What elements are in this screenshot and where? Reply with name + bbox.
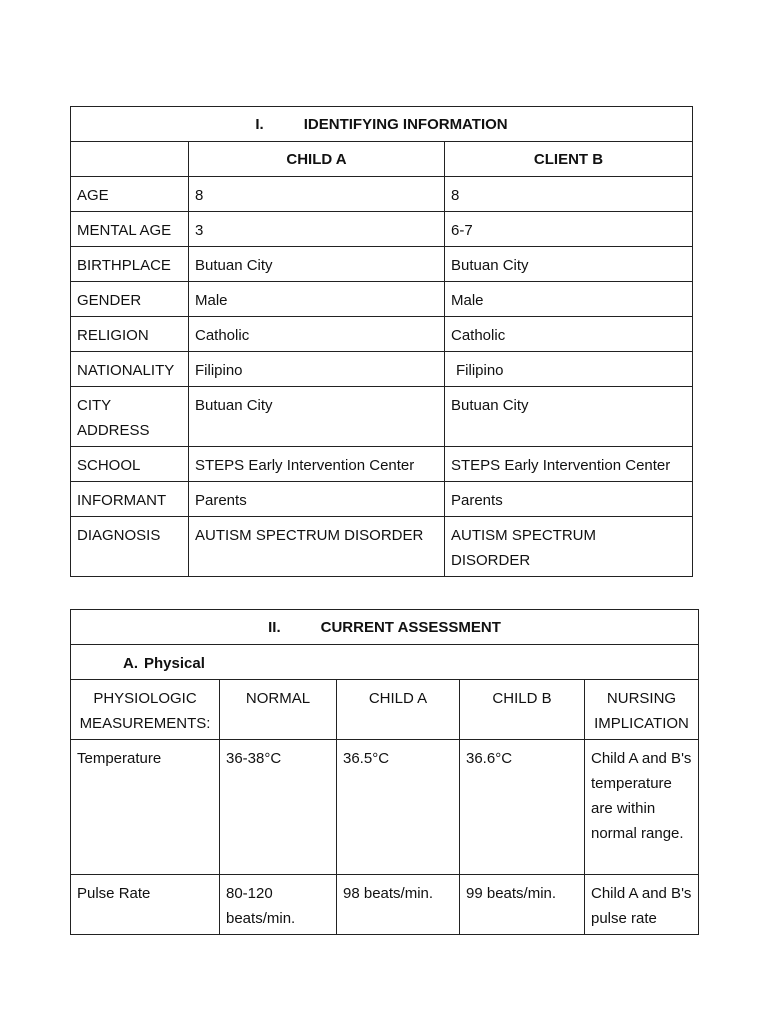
client-b-value: AUTISM SPECTRUM DISORDER bbox=[445, 517, 693, 577]
normal-value: 36-38°C bbox=[220, 740, 337, 875]
section-2-number: II. bbox=[268, 619, 281, 636]
nursing-implication: Child A and B's temperature are within normal range. bbox=[585, 740, 699, 875]
client-b-value: Male bbox=[445, 282, 693, 317]
row-label: AGE bbox=[71, 177, 189, 212]
subsection-letter: A. bbox=[123, 655, 138, 672]
child-b-value: 36.6°C bbox=[460, 740, 585, 875]
section-1-title: IDENTIFYING INFORMATION bbox=[303, 116, 508, 133]
current-assessment-table bbox=[70, 609, 699, 935]
table-row bbox=[71, 875, 699, 935]
child-a-value: Catholic bbox=[189, 317, 445, 352]
child-a-value: STEPS Early Intervention Center bbox=[189, 447, 445, 482]
row-label: CITY ADDRESS bbox=[71, 387, 189, 447]
subsection-title: Physical bbox=[144, 655, 205, 672]
child-a-value: Parents bbox=[189, 482, 445, 517]
table-row bbox=[71, 282, 693, 317]
col-header-normal: NORMAL bbox=[220, 680, 337, 740]
col-header-nursing-implication: NURSING IMPLICATION bbox=[585, 680, 699, 740]
col-header-physiologic-measurements: PHYSIOLOGIC MEASUREMENTS: bbox=[71, 680, 220, 740]
table-row bbox=[71, 740, 699, 875]
section-1-heading bbox=[71, 107, 693, 142]
client-b-value: 6-7 bbox=[445, 212, 693, 247]
section-2-heading bbox=[71, 610, 699, 645]
client-b-value: Butuan City bbox=[445, 387, 693, 447]
child-a-value: 8 bbox=[189, 177, 445, 212]
table-row bbox=[71, 352, 693, 387]
table-row bbox=[71, 177, 693, 212]
client-b-value: Parents bbox=[445, 482, 693, 517]
table-row bbox=[71, 317, 693, 352]
measure-label: Pulse Rate bbox=[71, 875, 220, 935]
section-1-number: I. bbox=[255, 116, 264, 133]
col-header-client-b: CLIENT B bbox=[445, 142, 693, 177]
child-a-value: 36.5°C bbox=[337, 740, 460, 875]
subsection-heading bbox=[71, 645, 699, 680]
identifying-information-table bbox=[70, 106, 693, 577]
table-row bbox=[71, 517, 693, 577]
child-a-value: Butuan City bbox=[189, 247, 445, 282]
child-a-value: 98 beats/min. bbox=[337, 875, 460, 935]
header-row bbox=[71, 680, 699, 740]
normal-value: 80-120 beats/min. bbox=[220, 875, 337, 935]
child-a-value: AUTISM SPECTRUM DISORDER bbox=[189, 517, 445, 577]
table-row bbox=[71, 212, 693, 247]
col-header-child-a: CHILD A bbox=[337, 680, 460, 740]
empty-header-cell bbox=[71, 142, 189, 177]
row-label: DIAGNOSIS bbox=[71, 517, 189, 577]
client-b-value: Butuan City bbox=[445, 247, 693, 282]
section-2-title: CURRENT ASSESSMENT bbox=[320, 619, 501, 636]
col-header-child-a: CHILD A bbox=[189, 142, 445, 177]
child-b-value: 99 beats/min. bbox=[460, 875, 585, 935]
child-a-value: Male bbox=[189, 282, 445, 317]
measure-label: Temperature bbox=[71, 740, 220, 875]
row-label: NATIONALITY bbox=[71, 352, 189, 387]
row-label: SCHOOL bbox=[71, 447, 189, 482]
client-b-value: Filipino bbox=[445, 352, 693, 387]
child-a-value: Filipino bbox=[189, 352, 445, 387]
table-row bbox=[71, 482, 693, 517]
row-label: MENTAL AGE bbox=[71, 212, 189, 247]
row-label: INFORMANT bbox=[71, 482, 189, 517]
child-a-value: 3 bbox=[189, 212, 445, 247]
nursing-implication: Child A and B's pulse rate bbox=[585, 875, 699, 935]
row-label: GENDER bbox=[71, 282, 189, 317]
table-row bbox=[71, 387, 693, 447]
client-b-value: 8 bbox=[445, 177, 693, 212]
row-label: BIRTHPLACE bbox=[71, 247, 189, 282]
client-b-value: STEPS Early Intervention Center bbox=[445, 447, 693, 482]
row-label: RELIGION bbox=[71, 317, 189, 352]
table-row bbox=[71, 447, 693, 482]
client-b-value: Catholic bbox=[445, 317, 693, 352]
table-row bbox=[71, 247, 693, 282]
child-a-value: Butuan City bbox=[189, 387, 445, 447]
col-header-child-b: CHILD B bbox=[460, 680, 585, 740]
